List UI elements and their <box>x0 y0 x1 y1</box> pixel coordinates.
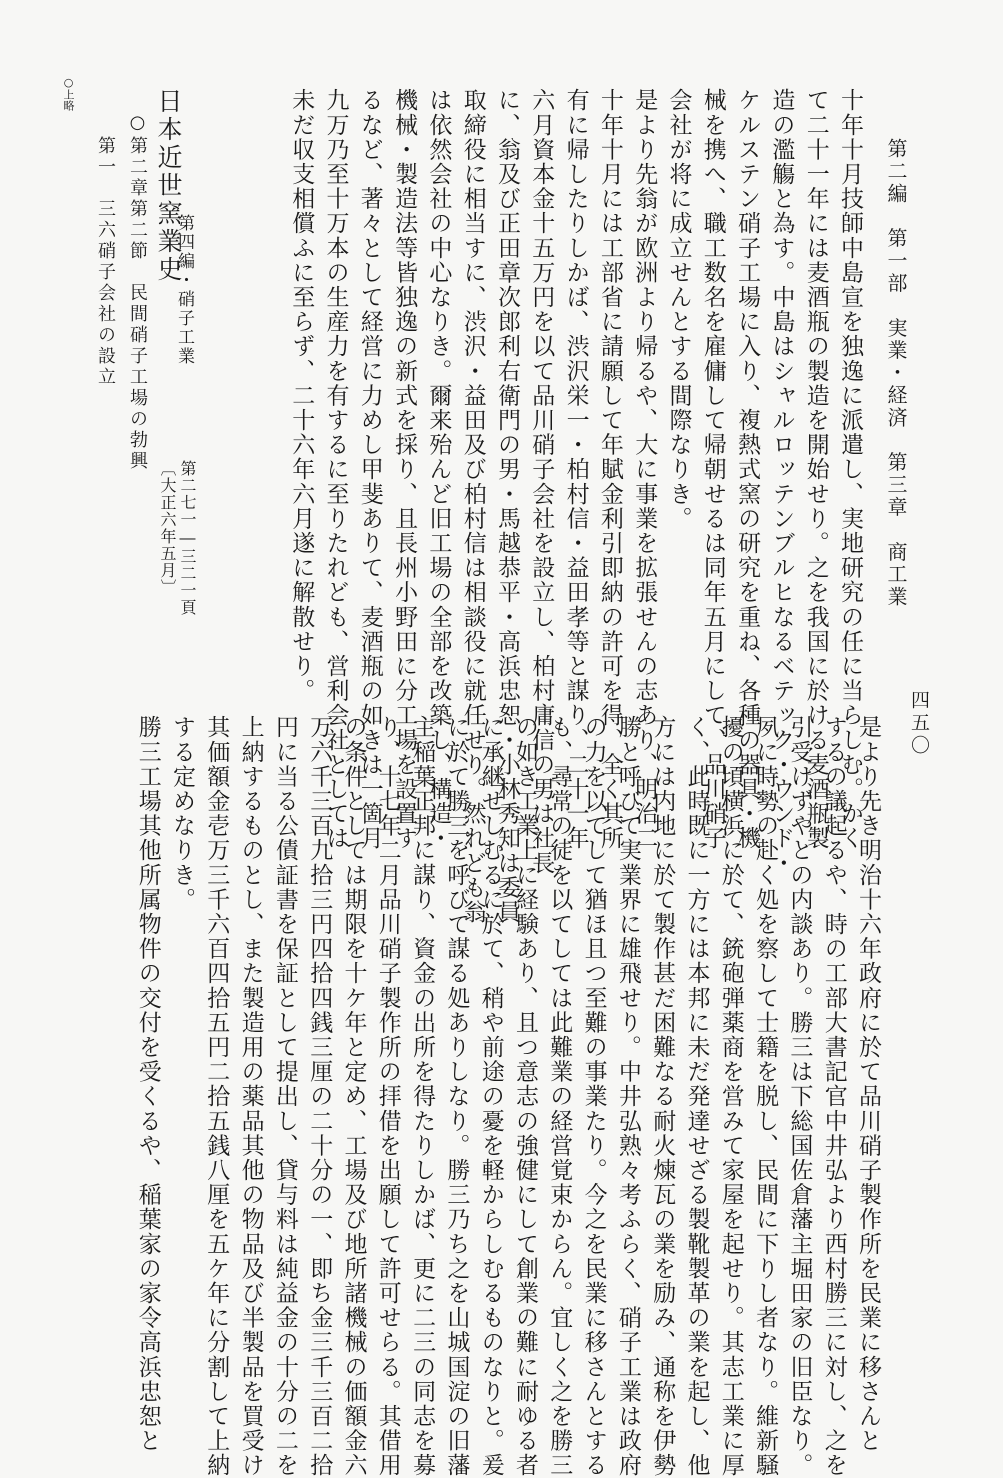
omission-note: ○上略 <box>62 76 75 111</box>
source-pages: 第二七一―三二一頁 <box>178 460 197 616</box>
text-column: 是より先き明治十六年政府に於て品川硝子製作所を民業に移さんと <box>855 715 881 1453</box>
text-column: 十年十月には工部省に請願して年賦金利引即納の許可を得、全く其所 <box>596 88 623 851</box>
text-column: 主稲葉正邦に謀り、資金の出所を得たりしかば、更に二三の同志を募 <box>409 715 436 1478</box>
text-column: 造の濫觴と為す。中島はシャルロッテンブルヒなるベテック・ウンド・ <box>768 88 795 876</box>
source-chapter: ○第二章第二節 民間硝子工場の勃興 <box>127 112 148 472</box>
text-column: 九万乃至十万本の生産力を有するに至りたれども、営利会社としては <box>322 88 349 851</box>
text-column: に承継せしむるに於て、稍や前途の憂を軽からしむるものなりと。爰 <box>477 715 504 1478</box>
text-column: は依然会社の中心なりき。爾来殆んど旧工場の全部を改築し、構造・ <box>425 88 452 851</box>
running-head: 第二編 第一部 実業・経済 第三章 商工業 <box>884 138 908 609</box>
text-column: の条件としては期限を十ケ年と定め、工場及び地所諸機械の価額金六 <box>340 715 367 1478</box>
text-column: 擾の頃横浜に於て、銃砲弾薬商を営みて家屋を起せり。其志工業に厚 <box>717 715 744 1478</box>
source-date: 〔大正六年五月〕 <box>158 460 177 596</box>
text-column: の如き工業上に経験あり、且つ意志の強健にして創業の難に耐ゆる者 <box>512 715 538 1478</box>
text-column: り、十七年二月品川硝子製作所の拝借を出願して許可せらる。其借用 <box>374 715 401 1478</box>
text-column: ケルステン硝子工場に入り、複熱式窯の研究を重ね、各種の器具・機 <box>734 88 761 851</box>
page-number: 四五〇 <box>908 690 930 758</box>
text-column: く、此時既に一方には本邦に未だ発達せざる製靴製革の業を起し、他 <box>683 715 710 1478</box>
text-column: 引受けずやとの内談あり。勝三は下総国佐倉藩主堀田家の旧臣なり。 <box>786 715 813 1478</box>
text-column: 上納するものとし、また製造用の薬品其他の物品及び半製品を買受け <box>237 715 264 1478</box>
text-column: 方には内地に於て製作甚だ困難なる耐火煉瓦の業を励み、通称を伊勢 <box>649 715 676 1478</box>
text-column: て二十一年には麦酒瓶の製造を開始せり。之を我国に於ける麦酒瓶製 <box>802 88 829 851</box>
text-column: 有に帰したりしかば、渋沢栄一・柏村信・益田孝等と謀り、二十一年 <box>562 88 589 851</box>
text-column: するの議起るや、時の工部大書記官中井弘より西村勝三に対し、之を <box>820 715 847 1478</box>
text-column: 取締役に相当すに、渋沢・益田及び柏村信は相談役に就任せり。然れども翁 <box>459 88 486 925</box>
text-column: 六月資本金十五万円を以て品川硝子会社を設立し、柏村庸信の男は社長 <box>528 88 555 876</box>
text-column: 万六千三百九拾三円四拾四銭三厘の二十分の一、即ち金三千三百二拾 <box>306 715 333 1478</box>
text-column: 夙に時勢の赴く処を察して士籍を脱し、民間に下りし者なり。維新騒 <box>752 715 779 1478</box>
text-column: の力を以てして猶ほ且つ至難の事業たり。今之を民業に移さんとする <box>580 715 607 1478</box>
text-column: に、翁及び正田章次郎利右衛門の男・馬越恭平・高浜忠恕・小林秀知は委員 <box>494 88 520 925</box>
text-column: 円に当る公債証書を保証として提出し、貸与料は純益金の十分の二を <box>271 715 298 1478</box>
text-column: する定めなりき。 <box>169 715 195 912</box>
source-subtitle: 第四編・硝子工業 <box>174 214 194 366</box>
text-column: 未だ収支相償ふに至らず、二十六年六月遂に解散せり。 <box>288 88 315 703</box>
text-column: 会社が将に成立せんとする間際なりき。 <box>665 88 692 531</box>
text-column: 機械・製造法等皆独逸の新式を採り、且長州小野田に分工場を設置す <box>391 88 418 851</box>
text-column: るなど、著々として経営に力めし甲斐ありて、麦酒瓶の如きは一箇月 <box>356 88 383 851</box>
source-book-title: 日本近世窯業史 <box>154 88 183 284</box>
text-column: 是より先翁が欧洲より帰るや、大に事業を拡張せんの志あり、明治二 <box>631 88 658 851</box>
text-column: 十年十月技師中島宣を独逸に派遣し、実地研究の任に当らしむ。かく <box>837 88 863 851</box>
text-column: 其価額金壱万三千六百四拾五円二拾五銭八厘を五ケ年に分割して上納 <box>203 715 230 1478</box>
text-column: 械を携へ、職工数名を雇傭して帰朝せるは同年五月にして、品川硝子 <box>699 88 726 851</box>
text-column: 勝三工場其他所属物件の交付を受くるや、稲葉家の家令高浜忠恕と <box>134 715 161 1453</box>
text-column: 勝と呼びて実業界に雄飛せり。中井弘熟々考ふらく、硝子工業は政府 <box>614 715 641 1478</box>
text-column: に於て勝三を呼びて謀る処ありしなり。勝三乃ち之を山城国淀の旧藩 <box>443 715 470 1478</box>
text-column: も、尋常の徒を以てしては此難業の経営覚束からん。宜しく之を勝三 <box>546 715 573 1478</box>
source-section: 第一 三六硝子会社の設立 <box>95 136 116 388</box>
